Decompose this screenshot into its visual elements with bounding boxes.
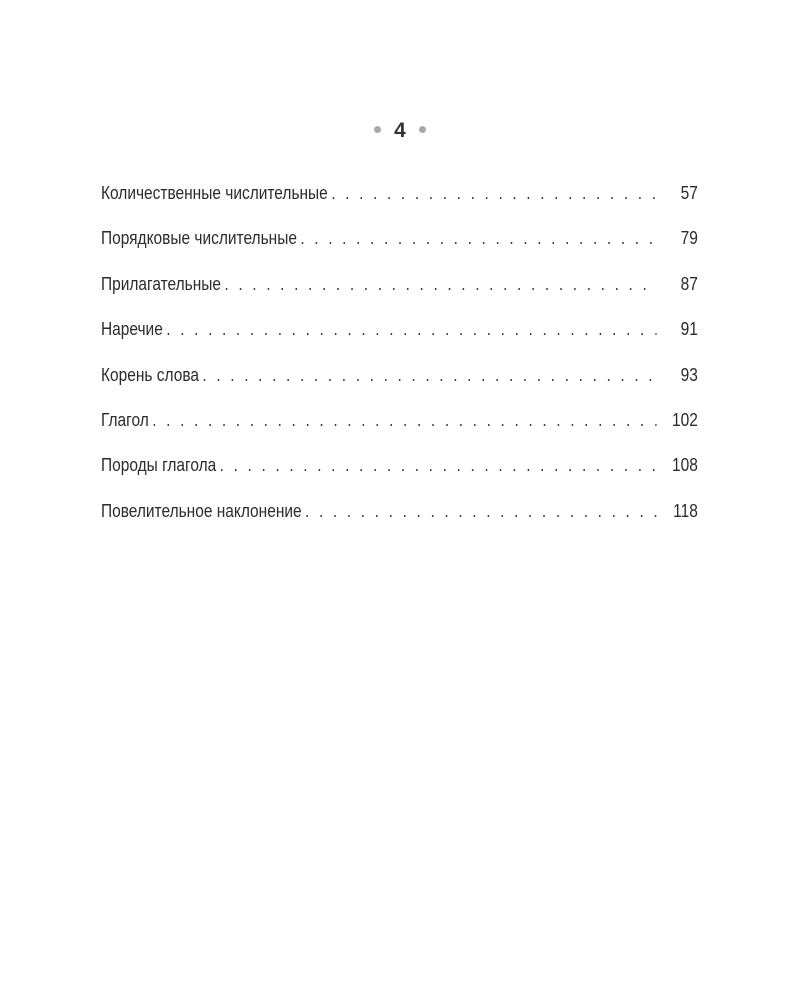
toc-dot-leader	[202, 362, 656, 388]
toc-entry-title: Корень слова	[101, 364, 199, 385]
toc-entry-title: Количественные числительные	[101, 183, 328, 203]
table-of-contents	[101, 180, 698, 543]
page-header	[0, 118, 800, 144]
toc-entry[interactable]	[101, 407, 698, 452]
toc-entry-page: 102	[671, 409, 698, 430]
ornament-dot-left	[374, 126, 381, 133]
toc-entry-title: Порядковые числительные	[101, 228, 297, 249]
toc-entry-page: 87	[680, 273, 698, 294]
toc-entry-page: 57	[680, 183, 698, 203]
toc-entry[interactable]	[101, 362, 698, 407]
toc-entry-page: 93	[680, 364, 698, 385]
toc-entry-page: 108	[671, 455, 698, 476]
toc-dot-leader	[220, 452, 657, 478]
toc-entry-page: 91	[680, 319, 698, 340]
toc-entry-page: 79	[680, 228, 698, 249]
toc-entry[interactable]	[101, 498, 698, 543]
toc-dot-leader	[300, 225, 656, 251]
toc-dot-leader	[224, 271, 656, 297]
toc-entry-title: Прилагательные	[101, 273, 221, 294]
toc-dot-leader	[152, 407, 656, 433]
toc-entry[interactable]	[101, 452, 698, 497]
toc-entry-title: Повелительное наклонение	[101, 500, 302, 521]
toc-entry-title: Породы глагола	[101, 455, 217, 476]
toc-entry[interactable]	[101, 271, 698, 316]
page-number: 4	[394, 119, 406, 142]
toc-entry-title: Наречие	[101, 319, 163, 340]
toc-entry[interactable]	[101, 316, 698, 361]
toc-entry-title: Глагол	[101, 409, 149, 430]
toc-dot-leader	[305, 498, 656, 524]
toc-entry[interactable]	[101, 225, 698, 270]
ornament-dot-right	[419, 126, 426, 133]
toc-dot-leader	[331, 180, 656, 206]
toc-dot-leader	[166, 316, 656, 342]
toc-entry-page: 118	[673, 500, 698, 521]
toc-entry[interactable]	[101, 180, 698, 225]
